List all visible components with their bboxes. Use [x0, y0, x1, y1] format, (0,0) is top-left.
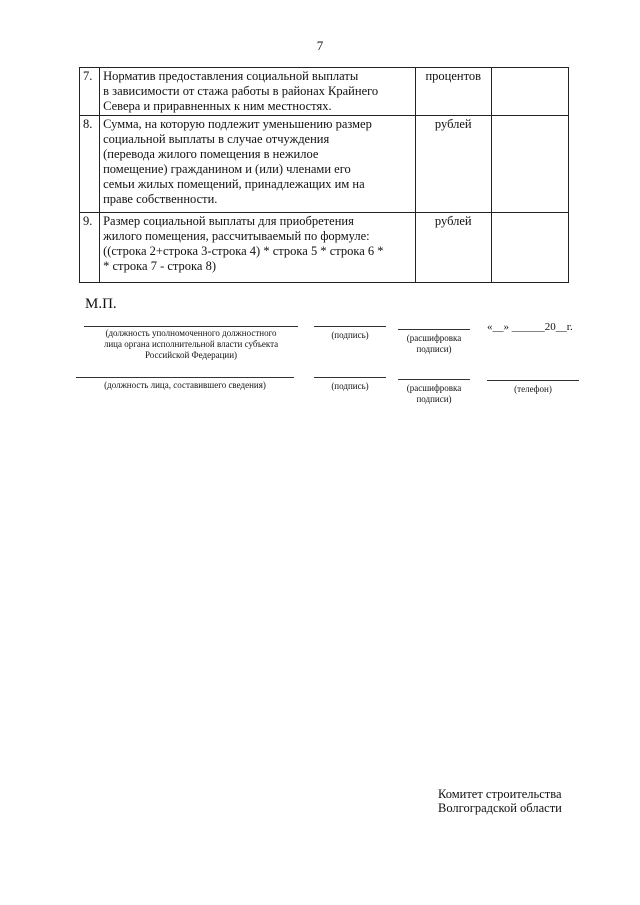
- official-date: «__» ______20__г.: [487, 321, 573, 333]
- official-signature-caption: (подпись): [331, 330, 369, 340]
- data-table: [79, 67, 569, 283]
- official-decode-line: [398, 329, 470, 330]
- row-description-line: социальной выплаты в случае отчуждения: [103, 132, 330, 146]
- row-description-line: * строка 7 - строка 8): [103, 259, 216, 273]
- table-row: [80, 213, 569, 283]
- row-description: [100, 213, 416, 283]
- row-number: 8.: [80, 116, 100, 213]
- stamp-place-label: М.П.: [85, 296, 117, 312]
- row-number: 7.: [80, 68, 100, 116]
- row-description-line: помещение) гражданином и (или) членами его: [103, 162, 351, 176]
- compiler-position-caption: (должность лица, составившего сведения): [104, 380, 266, 390]
- row-value: [491, 213, 569, 283]
- row-number: 9.: [80, 213, 100, 283]
- official-signature-line: [314, 326, 386, 327]
- compiler-position-line: [76, 377, 294, 378]
- row-description-line: Норматив предоставления социальной выплаты: [103, 69, 359, 83]
- page-number: 7: [316, 38, 324, 53]
- compiler-decode-line: [398, 379, 470, 380]
- table-row: [80, 116, 569, 213]
- row-unit: рублей: [416, 213, 491, 283]
- compiler-phone-caption: (телефон): [514, 384, 552, 394]
- footer-line: Комитет строительства: [438, 787, 562, 801]
- row-description-line: ((строка 2+строка 3-строка 4) * строка 5 * строка 6 *: [103, 244, 384, 258]
- compiler-signature-caption: (подпись): [331, 381, 369, 391]
- compiler-phone-line: [487, 380, 579, 381]
- official-decode-caption: (расшифровка подписи): [406, 333, 462, 354]
- row-description-line: в зависимости от стажа работы в районах Крайнего: [103, 84, 379, 98]
- row-description-line: жилого помещения, рассчитываемый по формуле:: [103, 229, 370, 243]
- row-description-line: Сумма, на которую подлежит уменьшению размер: [103, 117, 372, 131]
- row-unit: рублей: [416, 116, 491, 213]
- row-description-line: (перевода жилого помещения в нежилое: [103, 147, 319, 161]
- footer-organization: [438, 787, 562, 815]
- compiler-signature-line: [314, 377, 386, 378]
- row-value: [491, 116, 569, 213]
- row-value: [491, 68, 569, 116]
- compiler-decode-caption: (расшифровка подписи): [406, 383, 462, 404]
- row-description-line: Севера и приравненных к ним местностях.: [103, 99, 332, 113]
- official-position-line: [84, 326, 298, 327]
- row-description-line: Размер социальной выплаты для приобретения: [103, 214, 354, 228]
- row-description: [100, 68, 416, 116]
- table-row: [80, 68, 569, 116]
- footer-line: Волгоградской области: [438, 801, 562, 815]
- row-description: [100, 116, 416, 213]
- row-description-line: праве собственности.: [103, 192, 218, 206]
- official-position-caption: (должность уполномоченного должностного лица органа исполнительной власти субъекта Российской Федерации): [103, 328, 279, 360]
- row-description-line: семьи жилых помещений, принадлежащих им на: [103, 177, 365, 191]
- row-unit: процентов: [416, 68, 491, 116]
